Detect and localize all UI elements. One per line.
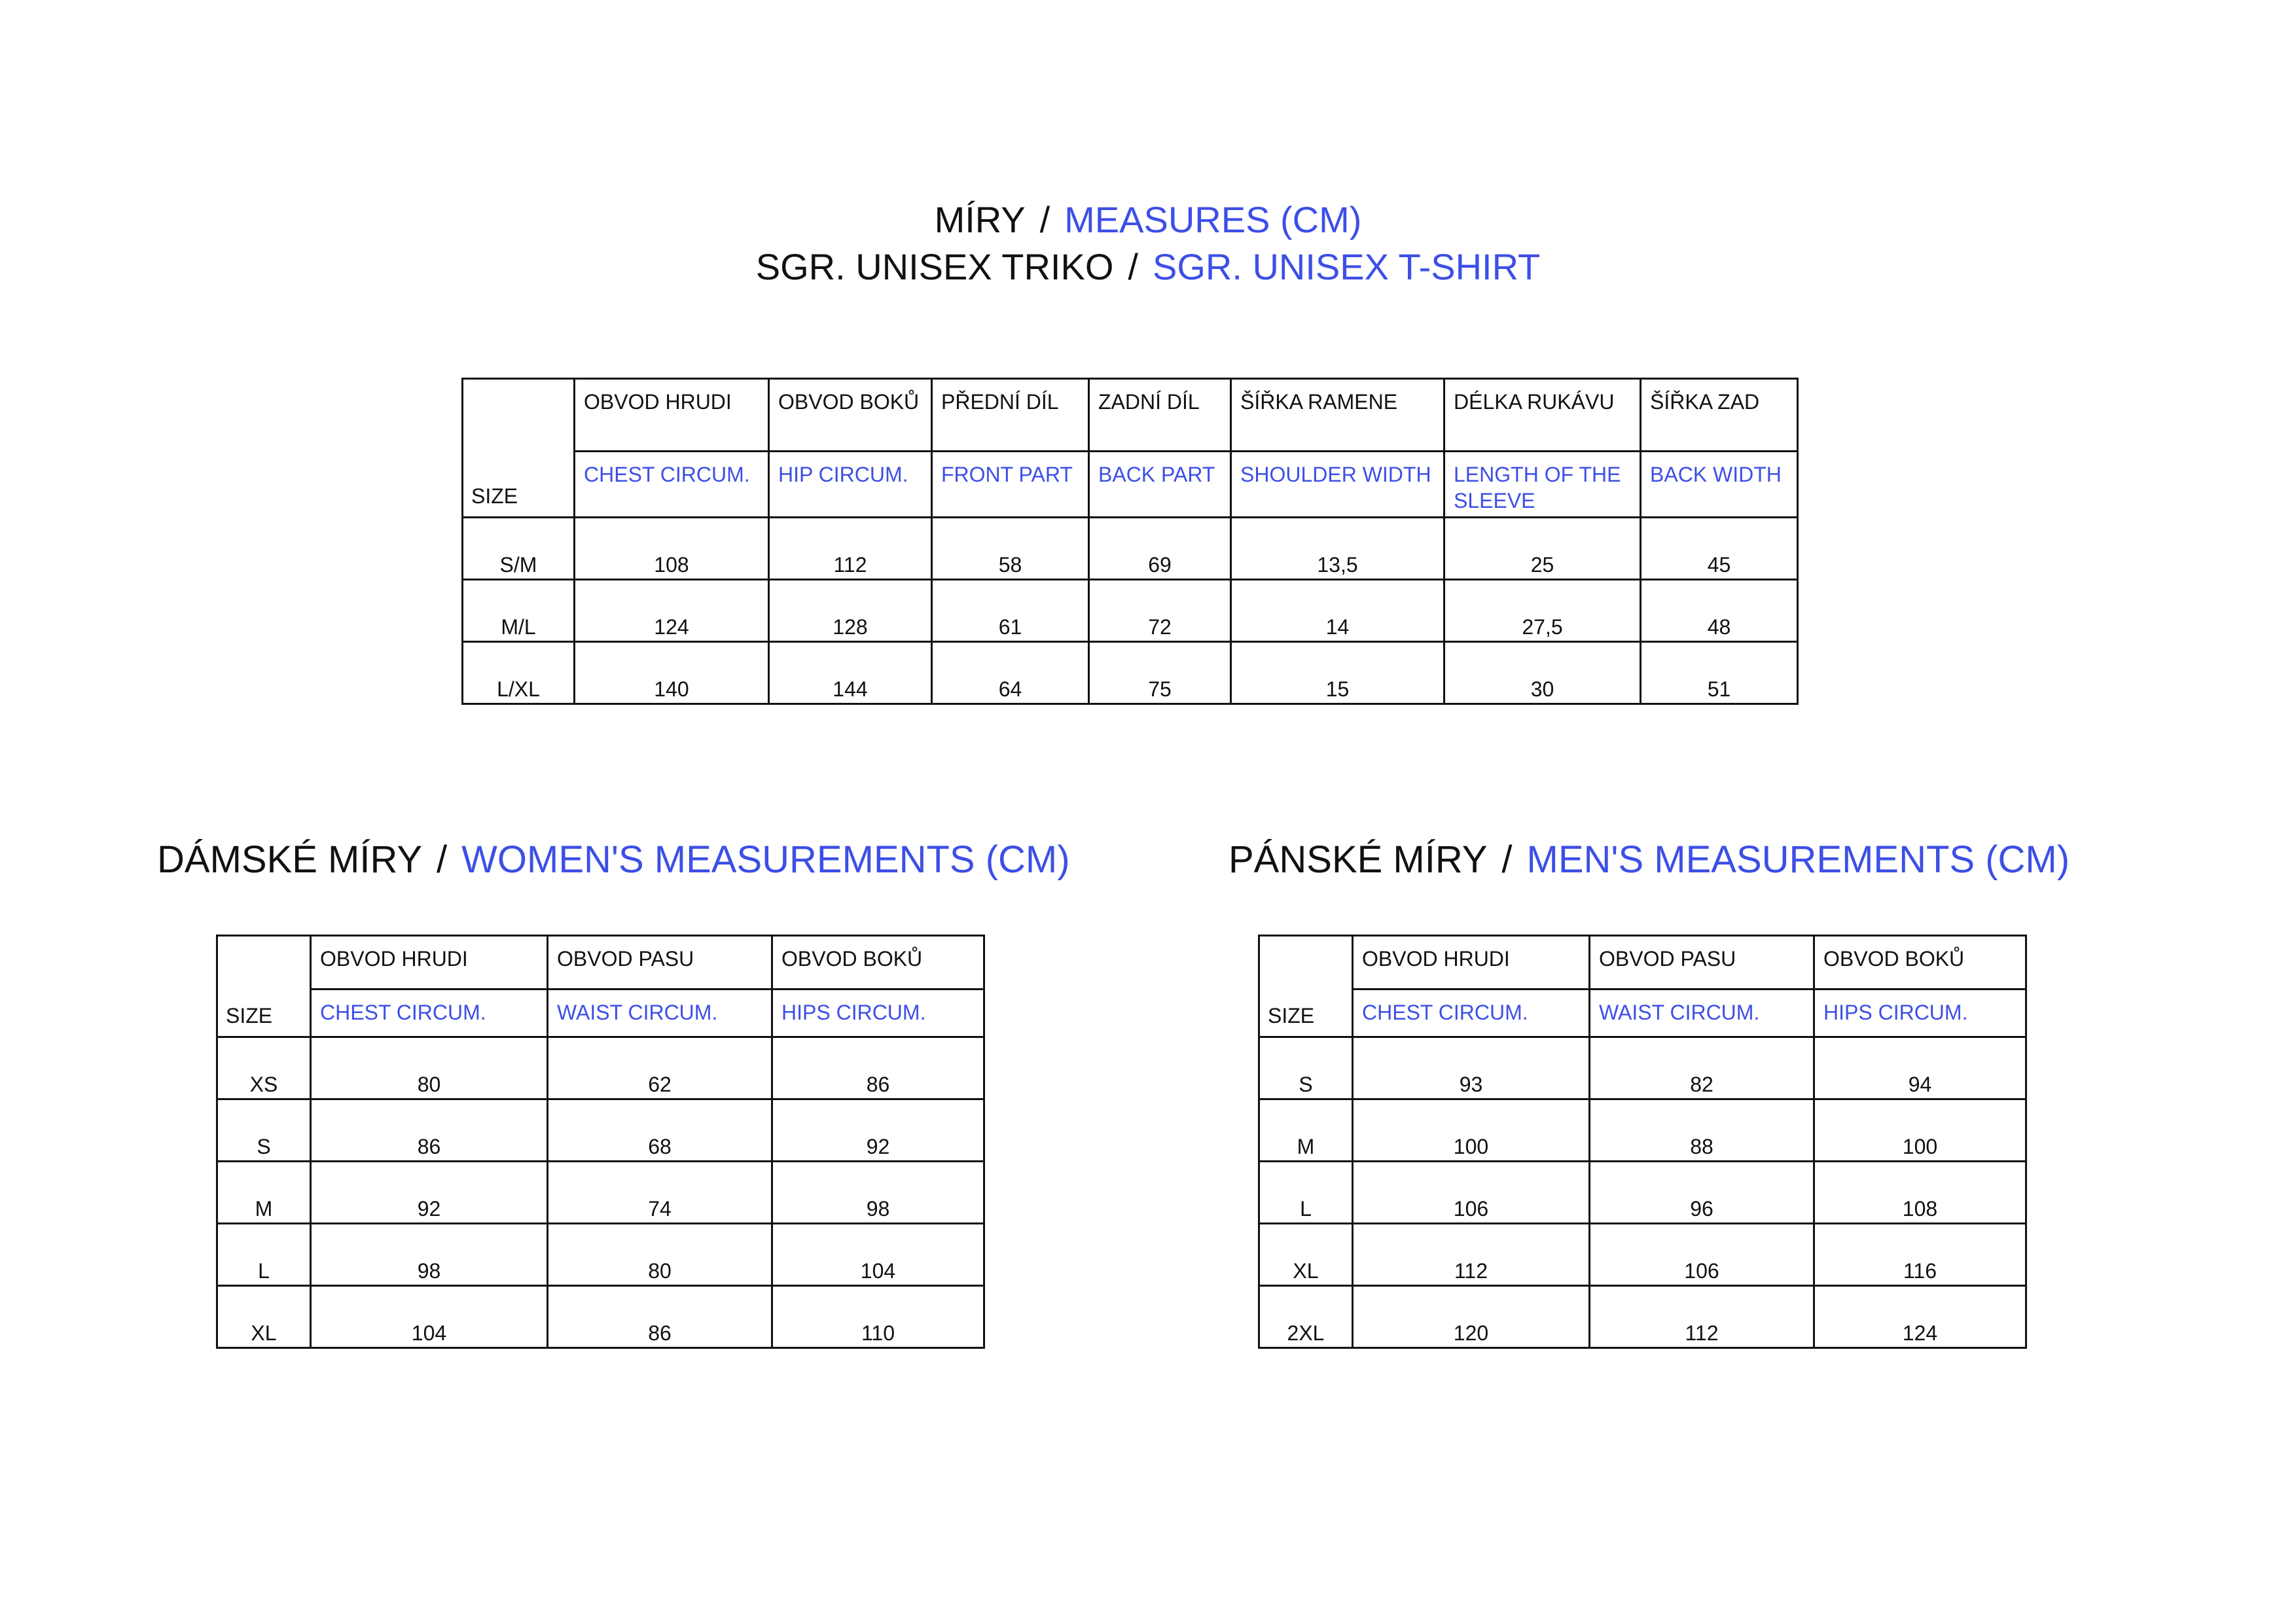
header-en: LENGTH OF THE SLEEVE [1444,452,1641,518]
cell-value: 120 [1353,1286,1590,1348]
cell-value: 108 [575,518,769,580]
cell-value: 64 [932,642,1089,704]
cell-value: 15 [1231,642,1444,704]
header-cz: OBVOD HRUDI [575,379,769,452]
title-product-en: SGR. UNISEX T-SHIRT [1152,246,1541,287]
table-header-row-en [217,990,984,1037]
cell-value: 86 [311,1099,548,1162]
row-size: XS [217,1037,311,1099]
cell-value: 96 [1590,1162,1814,1224]
cell-value: 92 [311,1162,548,1224]
header-cz: PŘEDNÍ DÍL [932,379,1089,452]
row-size: L [1259,1162,1353,1224]
women-section-title [157,838,1070,882]
cell-value: 45 [1641,518,1798,580]
cell-value: 140 [575,642,769,704]
table-header-row-cz [463,379,1798,452]
title-measures-en: MEASURES (CM) [1064,199,1362,240]
title-separator: / [437,838,448,881]
men-title-cz: PÁNSKÉ MÍRY [1229,838,1488,881]
cell-value: 94 [1814,1037,2026,1099]
row-size: S [217,1099,311,1162]
cell-value: 86 [772,1037,984,1099]
cell-value: 86 [548,1286,772,1348]
cell-value: 61 [932,580,1089,642]
title-line-product [0,243,2296,291]
header-en: SHOULDER WIDTH [1231,452,1444,518]
cell-value: 75 [1089,642,1231,704]
cell-value: 124 [1814,1286,2026,1348]
header-cz: ZADNÍ DÍL [1089,379,1231,452]
title-measures-cz: MÍRY [934,199,1026,240]
title-product-cz: SGR. UNISEX TRIKO [755,246,1114,287]
cell-value: 30 [1444,642,1641,704]
women-title-en: WOMEN'S MEASUREMENTS (CM) [461,838,1070,881]
men-size-table [1258,935,2027,1349]
cell-value: 25 [1444,518,1641,580]
table-row [217,1224,984,1286]
cell-value: 108 [1814,1162,2026,1224]
header-en: WAIST CIRCUM. [1590,990,1814,1037]
cell-value: 80 [311,1037,548,1099]
cell-value: 88 [1590,1099,1814,1162]
table-row [463,518,1798,580]
cell-value: 14 [1231,580,1444,642]
women-size-table [216,935,985,1349]
cell-value: 82 [1590,1037,1814,1099]
header-en: CHEST CIRCUM. [575,452,769,518]
cell-value: 80 [548,1224,772,1286]
cell-value: 58 [932,518,1089,580]
row-size: L/XL [463,642,575,704]
table-row [217,1162,984,1224]
cell-value: 98 [311,1224,548,1286]
table-header-row-cz [217,936,984,990]
header-cz: OBVOD HRUDI [1353,936,1590,990]
header-cz: OBVOD BOKŮ [772,936,984,990]
header-cz: DÉLKA RUKÁVU [1444,379,1641,452]
cell-value: 112 [769,518,932,580]
cell-value: 72 [1089,580,1231,642]
cell-value: 112 [1590,1286,1814,1348]
row-size: M [217,1162,311,1224]
cell-value: 51 [1641,642,1798,704]
table-row [217,1099,984,1162]
cell-value: 104 [772,1224,984,1286]
table-row [217,1286,984,1348]
header-en: BACK PART [1089,452,1231,518]
row-size: M/L [463,580,575,642]
header-cz: OBVOD BOKŮ [1814,936,2026,990]
cell-value: 144 [769,642,932,704]
header-en: HIPS CIRCUM. [772,990,984,1037]
table-row [1259,1224,2026,1286]
cell-value: 98 [772,1162,984,1224]
table-row [1259,1099,2026,1162]
header-cz: OBVOD HRUDI [311,936,548,990]
cell-value: 93 [1353,1037,1590,1099]
cell-value: 124 [575,580,769,642]
women-title-cz: DÁMSKÉ MÍRY [157,838,423,881]
row-size: L [217,1224,311,1286]
title-separator: / [1039,199,1050,240]
size-header: SIZE [217,936,311,1037]
header-cz: ŠÍŘKA RAMENE [1231,379,1444,452]
header-en: WAIST CIRCUM. [548,990,772,1037]
header-en: FRONT PART [932,452,1089,518]
row-size: 2XL [1259,1286,1353,1348]
cell-value: 104 [311,1286,548,1348]
page-title [0,196,2296,291]
table-row [1259,1037,2026,1099]
cell-value: 68 [548,1099,772,1162]
cell-value: 106 [1353,1162,1590,1224]
size-header: SIZE [463,379,575,518]
header-en: HIPS CIRCUM. [1814,990,2026,1037]
size-header: SIZE [1259,936,1353,1037]
table-row [463,580,1798,642]
cell-value: 48 [1641,580,1798,642]
title-line-measures [0,196,2296,243]
header-en: BACK WIDTH [1641,452,1798,518]
cell-value: 69 [1089,518,1231,580]
cell-value: 62 [548,1037,772,1099]
row-size: S/M [463,518,575,580]
header-en: CHEST CIRCUM. [1353,990,1590,1037]
title-separator: / [1128,246,1138,287]
header-cz: ŠÍŘKA ZAD [1641,379,1798,452]
cell-value: 100 [1353,1099,1590,1162]
cell-value: 100 [1814,1099,2026,1162]
title-separator: / [1501,838,1513,881]
header-en: CHEST CIRCUM. [311,990,548,1037]
table-row [463,642,1798,704]
cell-value: 106 [1590,1224,1814,1286]
cell-value: 27,5 [1444,580,1641,642]
cell-value: 110 [772,1286,984,1348]
header-cz: OBVOD BOKŮ [769,379,932,452]
table-row [217,1037,984,1099]
row-size: XL [1259,1224,1353,1286]
row-size: S [1259,1037,1353,1099]
table-header-row-cz [1259,936,2026,990]
cell-value: 92 [772,1099,984,1162]
table-row [1259,1162,2026,1224]
header-cz: OBVOD PASU [1590,936,1814,990]
table-header-row-en [463,452,1798,518]
cell-value: 128 [769,580,932,642]
unisex-size-table [461,378,1799,705]
header-en: HIP CIRCUM. [769,452,932,518]
table-header-row-en [1259,990,2026,1037]
cell-value: 13,5 [1231,518,1444,580]
men-title-en: MEN'S MEASUREMENTS (CM) [1526,838,2070,881]
table-row [1259,1286,2026,1348]
row-size: XL [217,1286,311,1348]
header-cz: OBVOD PASU [548,936,772,990]
men-section-title [1229,838,2070,882]
cell-value: 116 [1814,1224,2026,1286]
cell-value: 74 [548,1162,772,1224]
row-size: M [1259,1099,1353,1162]
cell-value: 112 [1353,1224,1590,1286]
